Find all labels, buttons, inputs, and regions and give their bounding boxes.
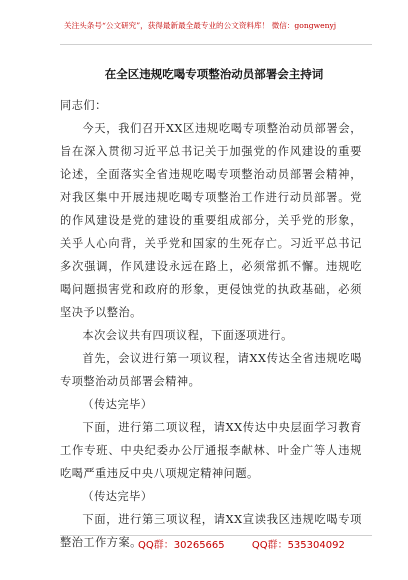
- paragraph-2: 本次会议共有四项议程，下面逐项进行。: [82, 329, 293, 342]
- paragraph-5: 下面，进行第二项议程，请XX传达中央层面学习教育工作专班、中央纪委办公厅通报李献林、叶金广等人违规吃喝严重违反中央八项规定精神问题。: [60, 421, 362, 480]
- footer-qq-group-1: QQ群：30265665: [138, 540, 225, 551]
- footer-qq-group-2: QQ群：535304092: [251, 540, 345, 551]
- footer-divider: [60, 535, 372, 536]
- paragraph-6: （传达完毕）: [82, 490, 153, 503]
- header-notice: 关注头条号“公文研究”，获得最新最全最专业的公文资料库！ 微信：gongwenyj: [64, 21, 337, 30]
- paragraph-7: 下面，进行第三项议程，请XX宣读我区违规吃喝专项整治工作方案。: [60, 513, 362, 549]
- document-body: [60, 94, 362, 554]
- document-title: 在全区违规吃喝专项整治动员部署会主持词: [104, 67, 324, 81]
- salutation: 同志们：: [60, 99, 107, 112]
- paragraph-4: （传达完毕）: [82, 398, 153, 411]
- paragraph-1: 今天，我们召开XX区违规吃喝专项整治动员部署会，旨在深入贯彻习近平总书记关于加强党的作风建设的重要论述，全面落实全省违规吃喝专项整治动员部署会精神，对我区集中开展违规吃喝专项整治工作进行动员部署。党的作风建设是党的建设的重要组成部分，关乎党的形象，关乎人心向背，关乎党和国家的生死存亡。习近平总书记多次强调，作风建设永远在路上，必须常抓不懈。违规吃喝问题损害党和政府的形象，更侵蚀党的执政基础，必须坚决予以整治。: [60, 122, 362, 319]
- header-divider: [60, 44, 372, 45]
- footer-contact: [138, 540, 345, 552]
- paragraph-3: 首先，会议进行第一项议程，请XX传达全省违规吃喝专项整治动员部署会精神。: [60, 352, 362, 388]
